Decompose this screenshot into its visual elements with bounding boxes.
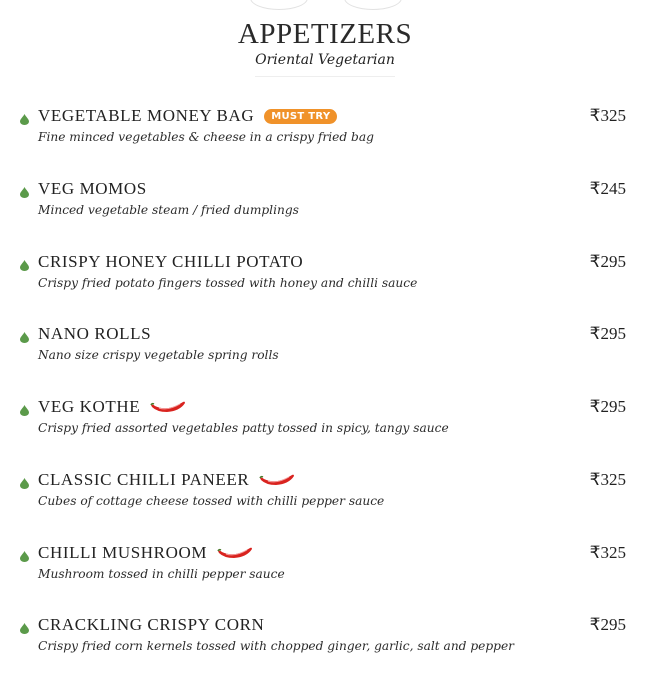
veg-leaf-icon [20, 260, 29, 271]
veg-leaf-icon [20, 478, 29, 489]
section-subtitle: Oriental Vegetarian [255, 52, 395, 68]
divider [255, 76, 395, 77]
item-name: CHILLI MUSHROOM [38, 543, 253, 563]
item-price: ₹295 [589, 324, 626, 343]
must-try-badge: MUST TRY [264, 109, 337, 124]
menu-item [0, 106, 650, 156]
item-name: VEG KOTHE [38, 397, 186, 417]
veg-leaf-icon [20, 623, 29, 634]
section-title: APPETIZERS [237, 18, 413, 50]
veg-leaf-icon [20, 114, 29, 125]
item-name: NANO ROLLS [38, 324, 152, 343]
menu-item [0, 252, 650, 302]
item-price: ₹325 [589, 470, 626, 489]
item-name: CLASSIC CHILLI PANEER [38, 470, 295, 490]
item-description: Crispy fried assorted vegetables patty tossed in spicy, tangy sauce [38, 421, 449, 435]
item-price: ₹295 [589, 252, 626, 271]
header-ornament [240, 0, 410, 10]
menu-item [0, 470, 650, 520]
item-price: ₹295 [589, 615, 626, 634]
veg-leaf-icon [20, 551, 29, 562]
item-description: Fine minced vegetables & cheese in a crispy fried bag [38, 130, 374, 144]
chilli-icon [217, 546, 253, 560]
menu-item [0, 397, 650, 447]
item-description: Mushroom tossed in chilli pepper sauce [38, 567, 285, 581]
item-name: CRACKLING CRISPY CORN [38, 615, 265, 634]
item-price: ₹245 [589, 179, 626, 198]
item-description: Crispy fried potato fingers tossed with honey and chilli sauce [38, 276, 418, 290]
item-name: VEG MOMOS [38, 179, 147, 198]
item-price: ₹325 [589, 106, 626, 125]
item-description: Minced vegetable steam / fried dumplings [38, 203, 299, 217]
chilli-icon [259, 473, 295, 487]
item-price: ₹295 [589, 397, 626, 416]
item-name: CRISPY HONEY CHILLI POTATO [38, 252, 304, 271]
item-description: Cubes of cottage cheese tossed with chilli pepper sauce [38, 494, 385, 508]
menu-item [0, 543, 650, 593]
item-price: ₹325 [589, 543, 626, 562]
item-description: Crispy fried corn kernels tossed with chopped ginger, garlic, salt and pepper [38, 639, 514, 653]
veg-leaf-icon [20, 405, 29, 416]
item-description: Nano size crispy vegetable spring rolls [38, 348, 279, 362]
veg-leaf-icon [20, 332, 29, 343]
menu-item [0, 324, 650, 374]
menu-item [0, 179, 650, 229]
menu-item [0, 615, 650, 665]
item-name: VEGETABLE MONEY BAG MUST TRY [38, 106, 337, 126]
veg-leaf-icon [20, 187, 29, 198]
chilli-icon [150, 400, 186, 414]
